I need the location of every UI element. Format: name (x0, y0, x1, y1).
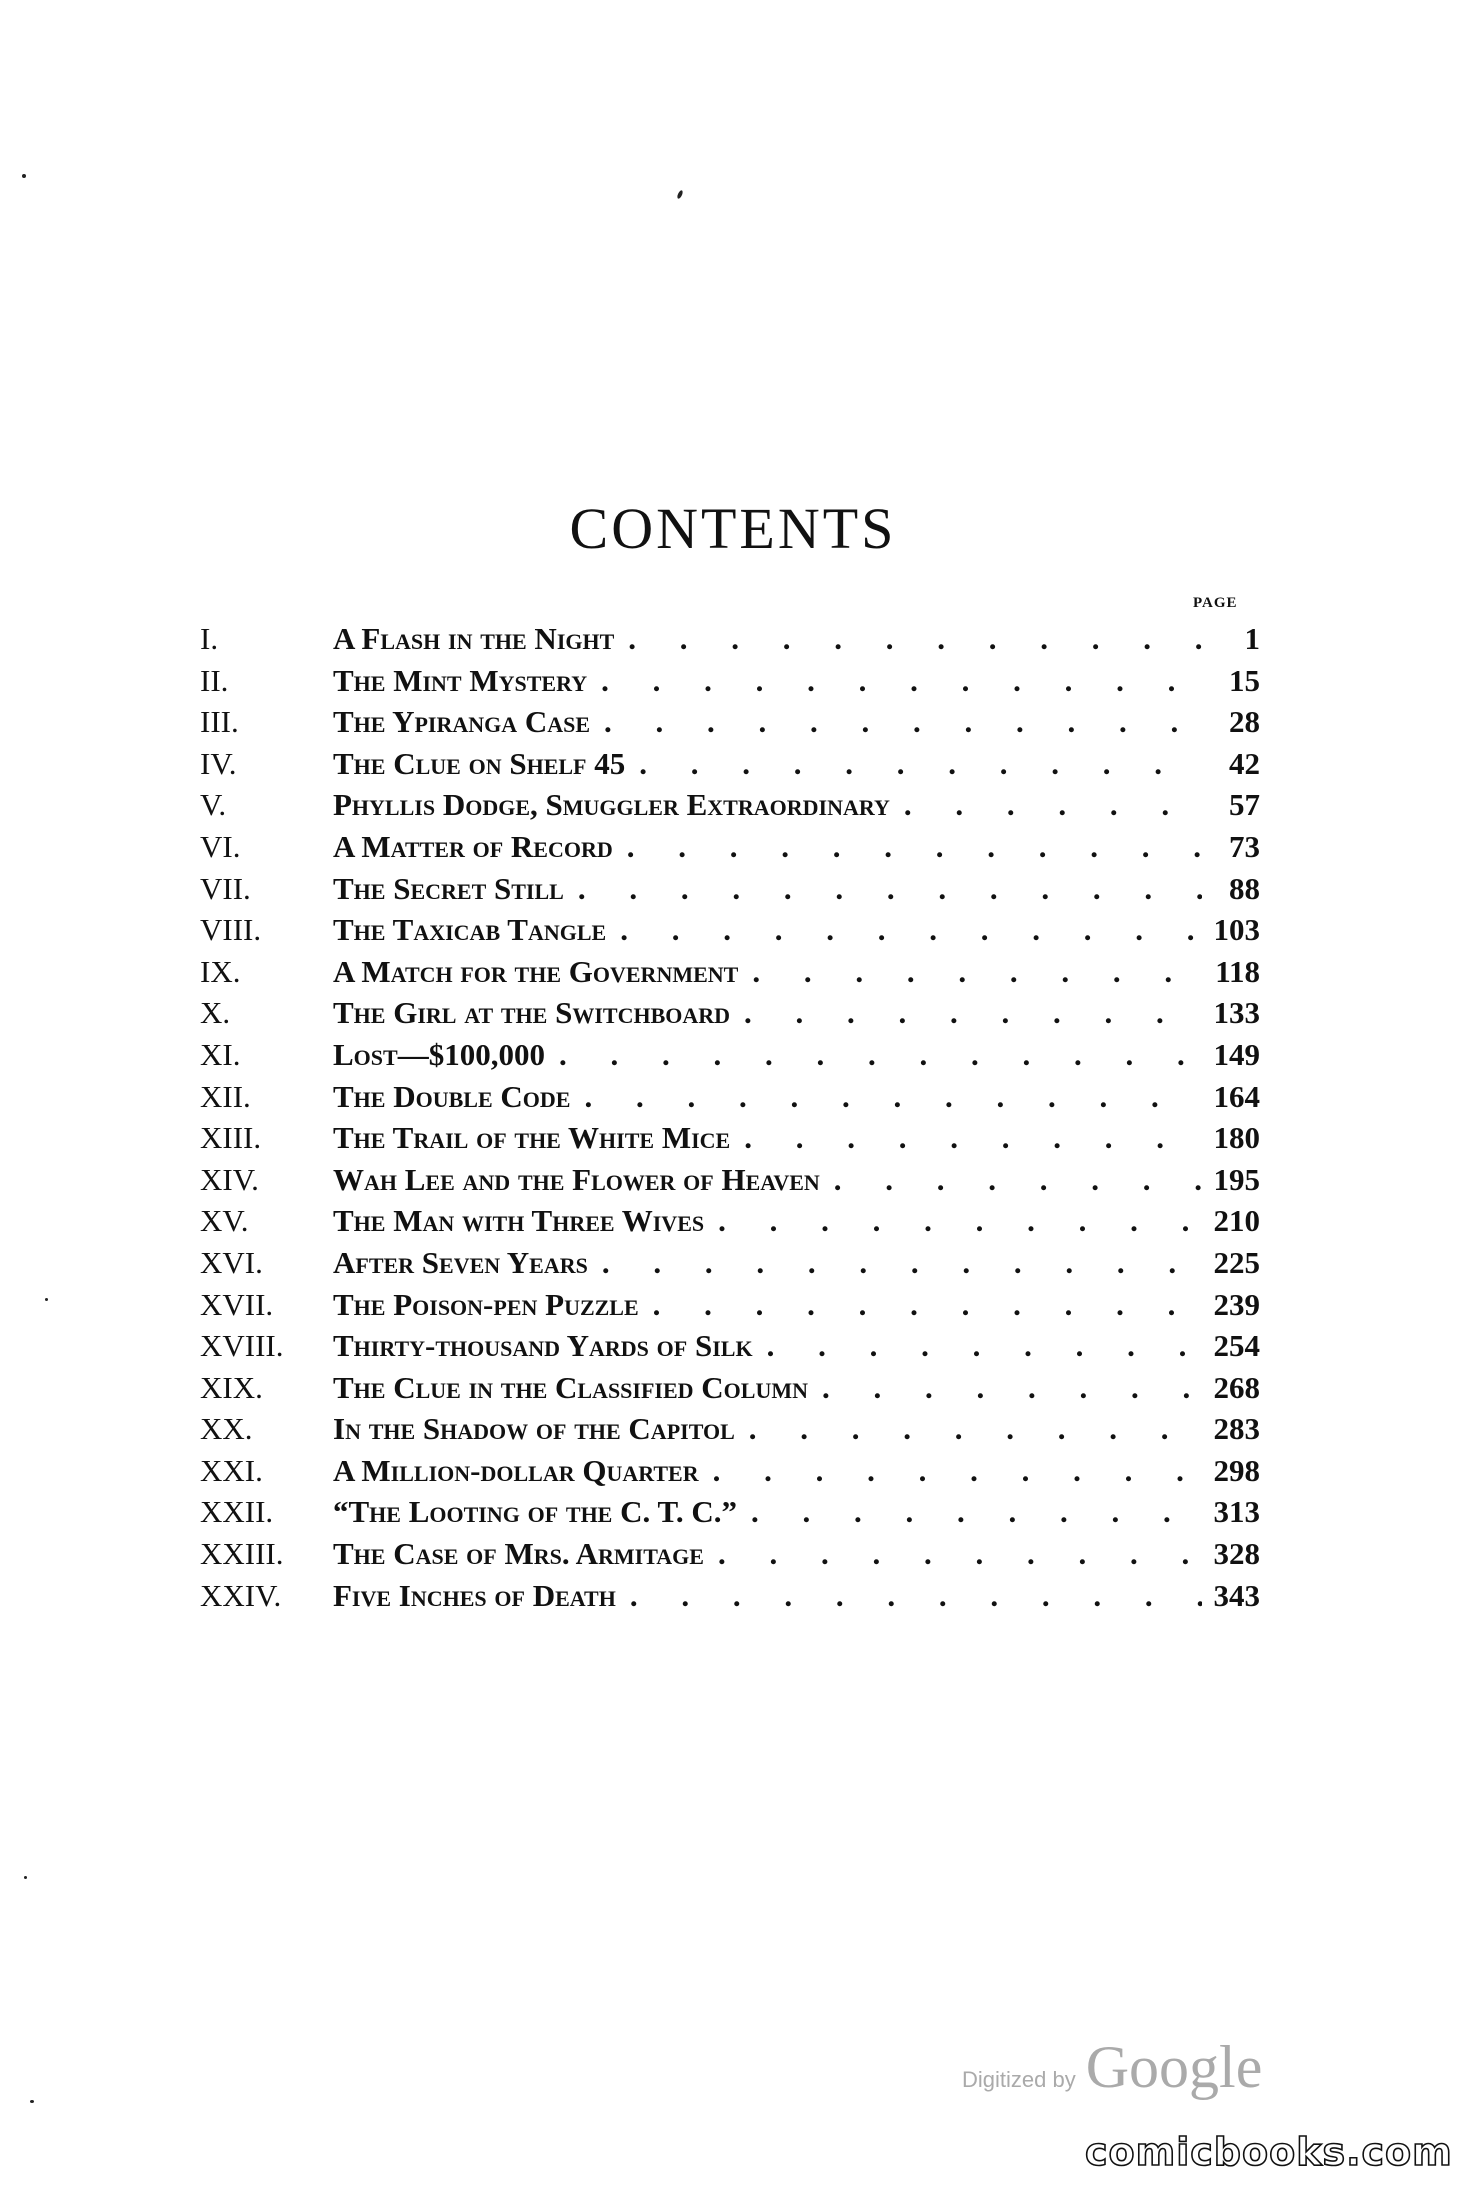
page-column-label: PAGE (1193, 595, 1238, 611)
chapter-line (333, 1408, 1260, 1450)
dot-leader (704, 1533, 1202, 1575)
dot-leader (564, 868, 1202, 910)
chapter-page-number: 88 (1229, 870, 1260, 906)
chapter-line (333, 618, 1260, 660)
chapter-title: A Match for the Government (333, 953, 739, 989)
chapter-line (333, 1325, 1260, 1367)
toc-entry[interactable] (200, 784, 1260, 826)
chapter-number: XIV. (200, 1161, 259, 1197)
toc-entry[interactable] (200, 1200, 1260, 1242)
chapter-title: “The Looting of the C. T. C.” (333, 1494, 737, 1530)
scan-speck (24, 1876, 27, 1879)
digitized-by-google-mark (962, 2033, 1262, 2102)
dot-leader (808, 1367, 1202, 1409)
chapter-number: VII. (200, 870, 251, 906)
chapter-title: The Trail of the White Mice (333, 1120, 731, 1156)
chapter-line (333, 1533, 1260, 1575)
dot-leader (730, 1117, 1202, 1159)
chapter-number: XVIII. (200, 1328, 284, 1364)
dot-leader (699, 1450, 1202, 1492)
chapter-line (333, 1575, 1260, 1617)
chapter-page-number: 313 (1213, 1494, 1260, 1530)
dot-leader (704, 1200, 1202, 1242)
chapter-line (333, 1450, 1260, 1492)
toc-entry[interactable] (200, 1450, 1260, 1492)
chapter-page-number: 164 (1213, 1078, 1260, 1114)
chapter-title: Five Inches of Death (333, 1577, 616, 1613)
chapter-page-number: 118 (1215, 953, 1260, 989)
chapter-number: IX. (200, 953, 241, 989)
dot-leader (613, 826, 1202, 868)
scan-speck (676, 190, 683, 200)
chapter-title: Wah Lee and the Flower of Heaven (333, 1161, 820, 1197)
chapter-number: III. (200, 704, 239, 740)
toc-entry[interactable] (200, 743, 1260, 785)
chapter-number: XIII. (200, 1120, 262, 1156)
dot-leader (890, 784, 1202, 826)
chapter-title: The Ypiranga Case (333, 704, 591, 740)
toc-entry[interactable] (200, 1117, 1260, 1159)
dot-leader (738, 951, 1202, 993)
toc-entry[interactable] (200, 826, 1260, 868)
chapter-number: XVI. (200, 1244, 263, 1280)
chapter-number: XXIII. (200, 1536, 284, 1572)
toc-entry[interactable] (200, 909, 1260, 951)
scan-speck (45, 1298, 48, 1301)
scan-speck (30, 2100, 34, 2103)
chapter-page-number: 328 (1213, 1536, 1260, 1572)
table-of-contents (200, 618, 1260, 1616)
chapter-title: The Poison-pen Puzzle (333, 1286, 639, 1322)
chapter-title: The Case of Mrs. Armitage (333, 1536, 704, 1572)
chapter-line (333, 1159, 1260, 1201)
dot-leader (545, 1034, 1202, 1076)
chapter-number: X. (200, 995, 231, 1031)
chapter-page-number: 73 (1229, 828, 1260, 864)
chapter-page-number: 57 (1229, 787, 1260, 823)
toc-entry[interactable] (200, 1159, 1260, 1201)
chapter-number: XIX. (200, 1369, 263, 1405)
chapter-page-number: 1 (1244, 621, 1260, 656)
toc-entry[interactable] (200, 1367, 1260, 1409)
chapter-number: XXII. (200, 1494, 274, 1530)
toc-entry[interactable] (200, 1408, 1260, 1450)
dot-leader (587, 660, 1202, 702)
toc-entry[interactable] (200, 1575, 1260, 1617)
chapter-line (333, 1034, 1260, 1076)
toc-entry[interactable] (200, 1284, 1260, 1326)
chapter-title: The Secret Still (333, 870, 564, 906)
dot-leader (625, 743, 1202, 785)
scan-speck (22, 174, 26, 178)
chapter-number: VI. (200, 828, 241, 864)
chapter-number: II. (200, 662, 229, 698)
chapter-line (333, 1076, 1260, 1118)
chapter-line (333, 1367, 1260, 1409)
chapter-number: XI. (200, 1036, 241, 1072)
chapter-number: XXI. (200, 1452, 263, 1488)
chapter-page-number: 210 (1213, 1203, 1260, 1239)
toc-entry[interactable] (200, 701, 1260, 743)
chapter-title: The Girl at the Switchboard (333, 995, 731, 1031)
dot-leader (753, 1325, 1202, 1367)
dot-leader (730, 992, 1202, 1034)
chapter-page-number: 103 (1213, 912, 1260, 948)
chapter-title: A Million-dollar Quarter (333, 1452, 699, 1488)
dot-leader (616, 1575, 1202, 1617)
chapter-number: XII. (200, 1078, 251, 1114)
chapter-title: The Double Code (333, 1078, 571, 1114)
dot-leader (737, 1491, 1202, 1533)
chapter-title: After Seven Years (333, 1244, 588, 1280)
chapter-number: V. (200, 787, 227, 823)
chapter-number: XVII. (200, 1286, 274, 1322)
toc-entry[interactable] (200, 1325, 1260, 1367)
chapter-line (333, 1117, 1260, 1159)
chapter-number: XXIV. (200, 1577, 282, 1613)
chapter-page-number: 254 (1213, 1328, 1260, 1364)
chapter-title: The Man with Three Wives (333, 1203, 705, 1239)
toc-entry[interactable] (200, 1034, 1260, 1076)
dot-leader (820, 1159, 1202, 1201)
chapter-title: The Mint Mystery (333, 662, 588, 698)
chapter-number: XX. (200, 1411, 253, 1447)
chapter-page-number: 239 (1213, 1286, 1260, 1322)
chapter-line (333, 868, 1260, 910)
toc-entry[interactable] (200, 1076, 1260, 1118)
toc-entry[interactable] (200, 1491, 1260, 1533)
dot-leader (570, 1076, 1202, 1118)
dot-leader (606, 909, 1202, 951)
chapter-line (333, 784, 1260, 826)
chapter-number: IV. (200, 745, 237, 781)
chapter-line (333, 660, 1260, 702)
chapter-title: Thirty-thousand Yards of Silk (333, 1328, 753, 1364)
dot-leader (590, 701, 1202, 743)
toc-entry[interactable] (200, 1242, 1260, 1284)
dot-leader (639, 1284, 1202, 1326)
toc-entry[interactable] (200, 660, 1260, 702)
toc-entry[interactable] (200, 992, 1260, 1034)
chapter-page-number: 298 (1213, 1452, 1260, 1488)
chapter-line (333, 951, 1260, 993)
chapter-line (333, 1242, 1260, 1284)
digitized-by-text: Digitized by (962, 2067, 1076, 2092)
chapter-title: A Flash in the Night (333, 621, 615, 656)
chapter-title: In the Shadow of the Capitol (333, 1411, 735, 1447)
chapter-page-number: 149 (1213, 1036, 1260, 1072)
chapter-page-number: 343 (1213, 1577, 1260, 1613)
site-watermark: comicbooks.com (1085, 2130, 1453, 2174)
dot-leader (588, 1242, 1202, 1284)
chapter-line (333, 1284, 1260, 1326)
chapter-number: XV. (200, 1203, 249, 1239)
toc-entry[interactable] (200, 868, 1260, 910)
chapter-page-number: 133 (1213, 995, 1260, 1031)
chapter-number: I. (200, 621, 219, 656)
chapter-page-number: 28 (1229, 704, 1260, 740)
chapter-line (333, 1200, 1260, 1242)
chapter-title: Lost—$100,000 (333, 1036, 545, 1072)
chapter-title: The Taxicab Tangle (333, 912, 607, 948)
chapter-page-number: 42 (1229, 745, 1260, 781)
chapter-page-number: 180 (1213, 1120, 1260, 1156)
toc-entry[interactable] (200, 951, 1260, 993)
chapter-line (333, 992, 1260, 1034)
dot-leader (614, 618, 1202, 660)
toc-entry[interactable] (200, 1533, 1260, 1575)
chapter-line (333, 1491, 1260, 1533)
chapter-title: The Clue on Shelf 45 (333, 745, 626, 781)
chapter-line (333, 826, 1260, 868)
chapter-page-number: 225 (1213, 1244, 1260, 1280)
chapter-page-number: 15 (1229, 662, 1260, 698)
chapter-line (333, 701, 1260, 743)
chapter-number: VIII. (200, 912, 262, 948)
chapter-page-number: 268 (1213, 1369, 1260, 1405)
google-logo: Google (1085, 2034, 1263, 2100)
chapter-title: Phyllis Dodge, Smuggler Extraordinary (333, 787, 890, 823)
page-title: CONTENTS (569, 496, 897, 561)
chapter-line (333, 743, 1260, 785)
chapter-page-number: 195 (1213, 1161, 1260, 1197)
chapter-page-number: 283 (1213, 1411, 1260, 1447)
chapter-title: The Clue in the Classified Column (333, 1369, 809, 1405)
toc-entry[interactable] (200, 618, 1260, 660)
chapter-title: A Matter of Record (333, 828, 613, 864)
chapter-line (333, 909, 1260, 951)
dot-leader (735, 1408, 1202, 1450)
